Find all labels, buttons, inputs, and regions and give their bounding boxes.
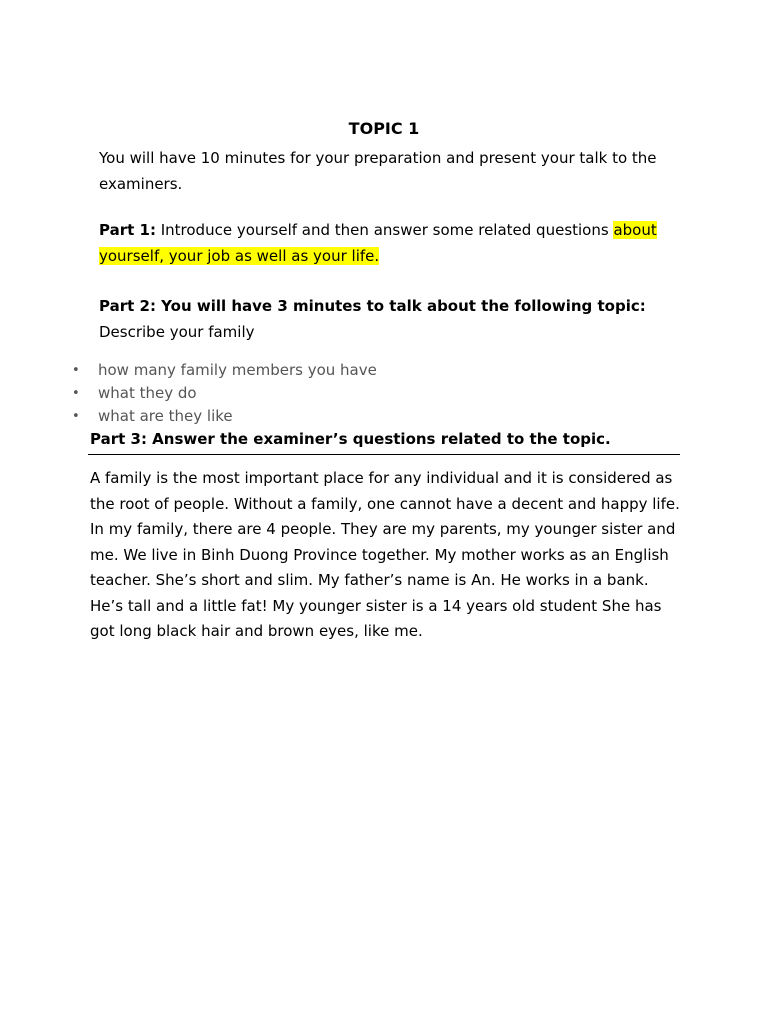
part2-heading: Part 2: You will have 3 minutes to talk about the following topic: — [99, 297, 646, 315]
bullet-icon: • — [72, 363, 80, 378]
list-item — [60, 382, 377, 405]
bullet-icon: • — [72, 409, 80, 424]
bullet-text: how many family members you have — [98, 361, 377, 379]
answer-paragraph: A family is the most important place for any individual and it is considered as the root of people. Without a family, one cannot have a decent and happy life. In my family, there are 4 people. They are my parents, my younger sister and me. We live in Binh Duong Province together. My mother works as an English teacher. She’s short and slim. My father’s name is An. He works in a bank. He’s tall and a little fat! My younger sister is a 14 years old student She has got long black hair and brown eyes, like me. — [90, 469, 680, 640]
list-item — [60, 405, 377, 428]
part1-paragraph — [99, 217, 699, 269]
bullet-text: what they do — [98, 384, 197, 402]
topic-title: TOPIC 1 — [348, 119, 420, 138]
bullet-text: what are they like — [98, 407, 233, 425]
part2-prompt: Describe your family — [99, 323, 255, 341]
intro-paragraph: You will have 10 minutes for your preparation and present your talk to the examiners. — [99, 149, 657, 193]
part1-highlight: about yourself, your job as well as your life. — [99, 221, 657, 265]
part1-label: Part 1: — [99, 221, 156, 239]
section-divider — [88, 454, 680, 455]
part2-bullet-list — [60, 359, 377, 428]
part1-text: Introduce yourself and then answer some related questions — [155, 221, 614, 239]
bullet-icon: • — [72, 386, 80, 401]
list-item — [60, 359, 377, 382]
part2-section — [99, 293, 719, 345]
part3-heading: Part 3: Answer the examiner’s questions related to the topic. — [90, 430, 611, 448]
